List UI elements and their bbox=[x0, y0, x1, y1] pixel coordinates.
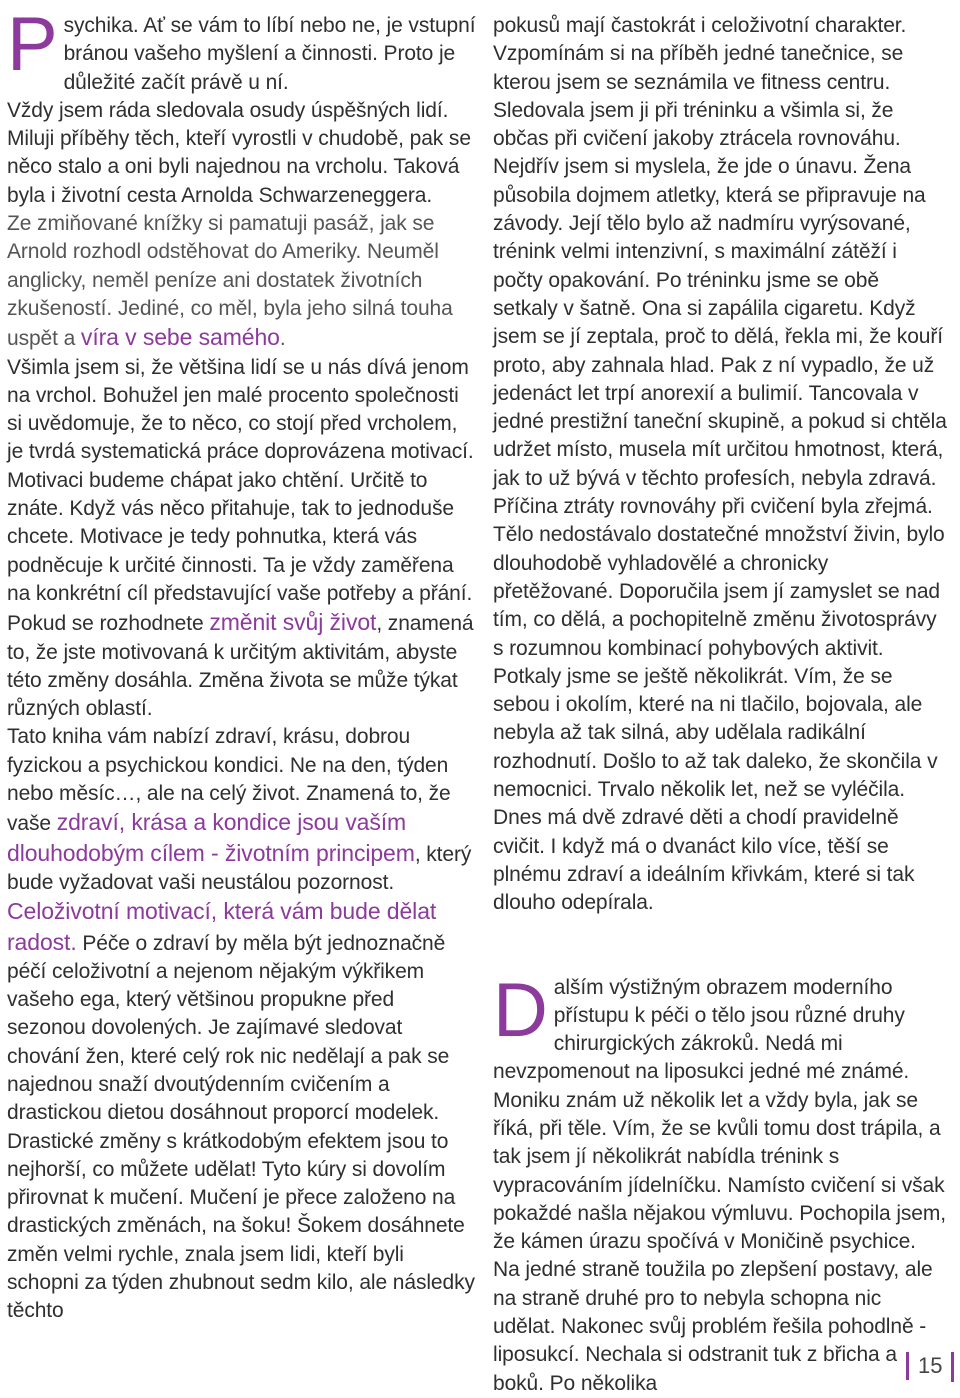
intro-paragraph bbox=[7, 2, 477, 97]
right-column bbox=[493, 12, 948, 1398]
paragraph-2b bbox=[7, 210, 477, 353]
paragraph-5 bbox=[7, 608, 477, 723]
highlight-zdravi: zdraví, krása a kondice jsou vaším dlouhodobým cílem - životním principem bbox=[7, 809, 415, 866]
paragraph-7-b: Péče o zdraví by měla být jednoznačně péčí celoživotní a nejenom nějakým výkřikem vašeho ega, který většinou propukne před sezonou dovolených. Je zajímavé sledovat chování žen, které celý rok nic nedělají a pak se najednou snaží dvoutýdenním cvičením a drastickou dietou dosáhnout proporcí modelek. Drastické změny s krátkodobým efektem jsou to nejhorší, co můžete udělat! Tyto kúry si dovolím přirovnat k mučení. Mučení je přece založeno na drastických změnách, na šoku! Šokem dosáhnete změn velmi rychle, znala jsem lidi, kteří byli schopni za týden zhubnout sedm kilo, ale následky těchto bbox=[7, 931, 475, 1323]
paragraph-6-a: Tato kniha vám nabízí zdraví, krásu, dobrou fyzickou a psychickou kondici. Ne na den, týden nebo měsíc…, ale na celý život. Znamená to, že vaše bbox=[7, 725, 451, 836]
drop-cap-d: D bbox=[493, 967, 548, 1053]
highlight-vira: víra v sebe samého bbox=[80, 324, 280, 351]
right-paragraph-1-text: pokusů mají častokrát i celoživotní charakter. Vzpomínám si na příběh jedné tanečnice, se kterou jsem se seznámila ve fitness centru. Sledovala jsem ji při tréninku a všimla si, že občas při cvičení jakoby ztrácela rovnováhu. Nejdřív jsem si myslela, že jde o únavu. Žena působila dojmem atletky, která se připravuje na závody. Její tělo bylo až nadmíru vyrýsované, trénink velmi intenzivní, s maximální zátěží i počty opakování. Po tréninku jsme se obě setkaly v šatně. Ona si zapálila cigaretu. Když jsem se jí zeptala, proč to dělá, řekla mi, že kouří proto, aby zahnala hlad. Pak z ní vypadlo, že už jedenáct let trpí anorexií a bulimií. Tancovala v jedné prestižní taneční skupině, a pokud si chtěla udržet místo, musela mít určitou hmotnost, která, jak to už bývá v těchto profesích, nebyla zdravá. bbox=[493, 14, 947, 490]
paragraph-5-b: , znamená to, že jste motivovaná k určitým aktivitám, abyste této změny dosáhla. Změna života se může týkat různých oblastí. bbox=[7, 612, 474, 721]
highlight-celozivotni: Celoživotní motivací, která vám bude dělat radost. bbox=[7, 898, 437, 955]
page-edge-bar bbox=[951, 1352, 954, 1382]
paragraph-7 bbox=[7, 897, 477, 1325]
paragraph-6 bbox=[7, 723, 477, 897]
left-column bbox=[7, 2, 477, 1326]
right-paragraph-1 bbox=[493, 12, 948, 493]
paragraph-2 bbox=[7, 97, 477, 210]
highlight-zmenit: změnit svůj život bbox=[209, 609, 377, 636]
paragraph-2b-text: Ze zmiňované knížky si pamatuji pasáž, jak se Arnold rozhodl odstěhovat do Ameriky. Neuměl anglicky, neměl peníze ani dostatek životních zkušeností. Jediné, co měl, byla jeho silná touha uspět a bbox=[7, 212, 453, 351]
paragraph-4-text: Motivaci budeme chápat jako chtění. Určitě to znáte. Když vás něco přitahuje, tak to jednoduše chcete. Motivace je tedy pohnutka, která vás podněcuje k určité činnosti. Ta je vždy zaměřena na konkrétní cíl představující vaše potřeby a přání. bbox=[7, 468, 473, 605]
section-gap bbox=[493, 918, 948, 974]
paragraph-3 bbox=[7, 354, 477, 467]
paragraph-2b-end: . bbox=[279, 327, 286, 351]
paragraph-4 bbox=[7, 467, 477, 608]
right-paragraph-3-text: alším výstižným obrazem moderního přístupu k péči o tělo jsou různé druhy chirurgických zákroků. Nedá mi nevzpomenout na liposukci jedné mé známé. Moniku znám už několik let a vždy byla, jak se říká, při těle. Vím, že se kvůli tomu dost trápila, a tak jsem jí několikrát nabídla trénink s vypracováním jídelníčku. Namísto cvičení si však pokaždé našla nějakou výmluvu. Pochopila jsem, že kámen úrazu spočívá v Moničině psychice. Na jedné straně toužila po zlepšení postavy, ale na straně druhé pro to nebyla schopna nic udělat. Nakonec svůj problém řešila pohodlně - liposukcí. Nechala si odstranit tuk z břicha a boků. Po několika bbox=[493, 975, 946, 1395]
page-number: 15 bbox=[906, 1352, 942, 1380]
paragraph-2-text: Vždy jsem ráda sledovala osudy úspěšných lidí. Miluji příběhy těch, kteří vyrostli v chudobě, pak se něco stalo a oni byli najednou na vrcholu. Taková byla i životní cesta Arnolda Schwarzeneggera. bbox=[7, 98, 471, 207]
right-paragraph-2 bbox=[493, 493, 948, 917]
right-paragraph-2-text: Příčina ztráty rovnováhy při cvičení byla zřejmá. Tělo nedostávalo dostatečné množství živin, bylo dlouhodobě vyhladovělé a chronicky přetěžované. Doporučila jsem jí zamyslet se nad tím, co dělá, a pochopitelně změnu životosprávy s rozumnou kombinací pohybových aktivit. Potkaly jsme se ještě několikrát. Vím, že se sebou i okolím, které na ni tlačilo, bojovala, ale nebyla až tak silná, aby udělala radikální rozhodnutí. Došlo to až tak daleko, že skončila v nemocnici. Trvalo několik let, než se vyléčila. Dnes má dvě zdravé děti a chodí pravidelně cvičit. I když má o dvanáct kilo více, těší se plnému zdraví a ideálním křivkám, které si tak dlouho odepírala. bbox=[493, 495, 945, 915]
paragraph-6-b: , který bude vyžadovat vaši neustálou pozornost. bbox=[7, 842, 472, 894]
paragraph-3-text: Všimla jsem si, že většina lidí se u nás dívá jenom na vrchol. Bohužel jen malé procento společnosti si uvědomuje, že to něco, co stojí před vrcholem, je tvrdá systematická práce doprovázena motivací. bbox=[7, 355, 474, 464]
intro-text: sychika. Ať se vám to líbí nebo ne, je vstupní bránou vašeho myšlení a činnosti. Proto je důležité začít právě u ní. bbox=[63, 14, 476, 94]
drop-cap-p: P bbox=[7, 2, 58, 87]
right-paragraph-3 bbox=[493, 967, 948, 1398]
paragraph-5-a: Pokud se rozhodnete bbox=[7, 612, 210, 636]
